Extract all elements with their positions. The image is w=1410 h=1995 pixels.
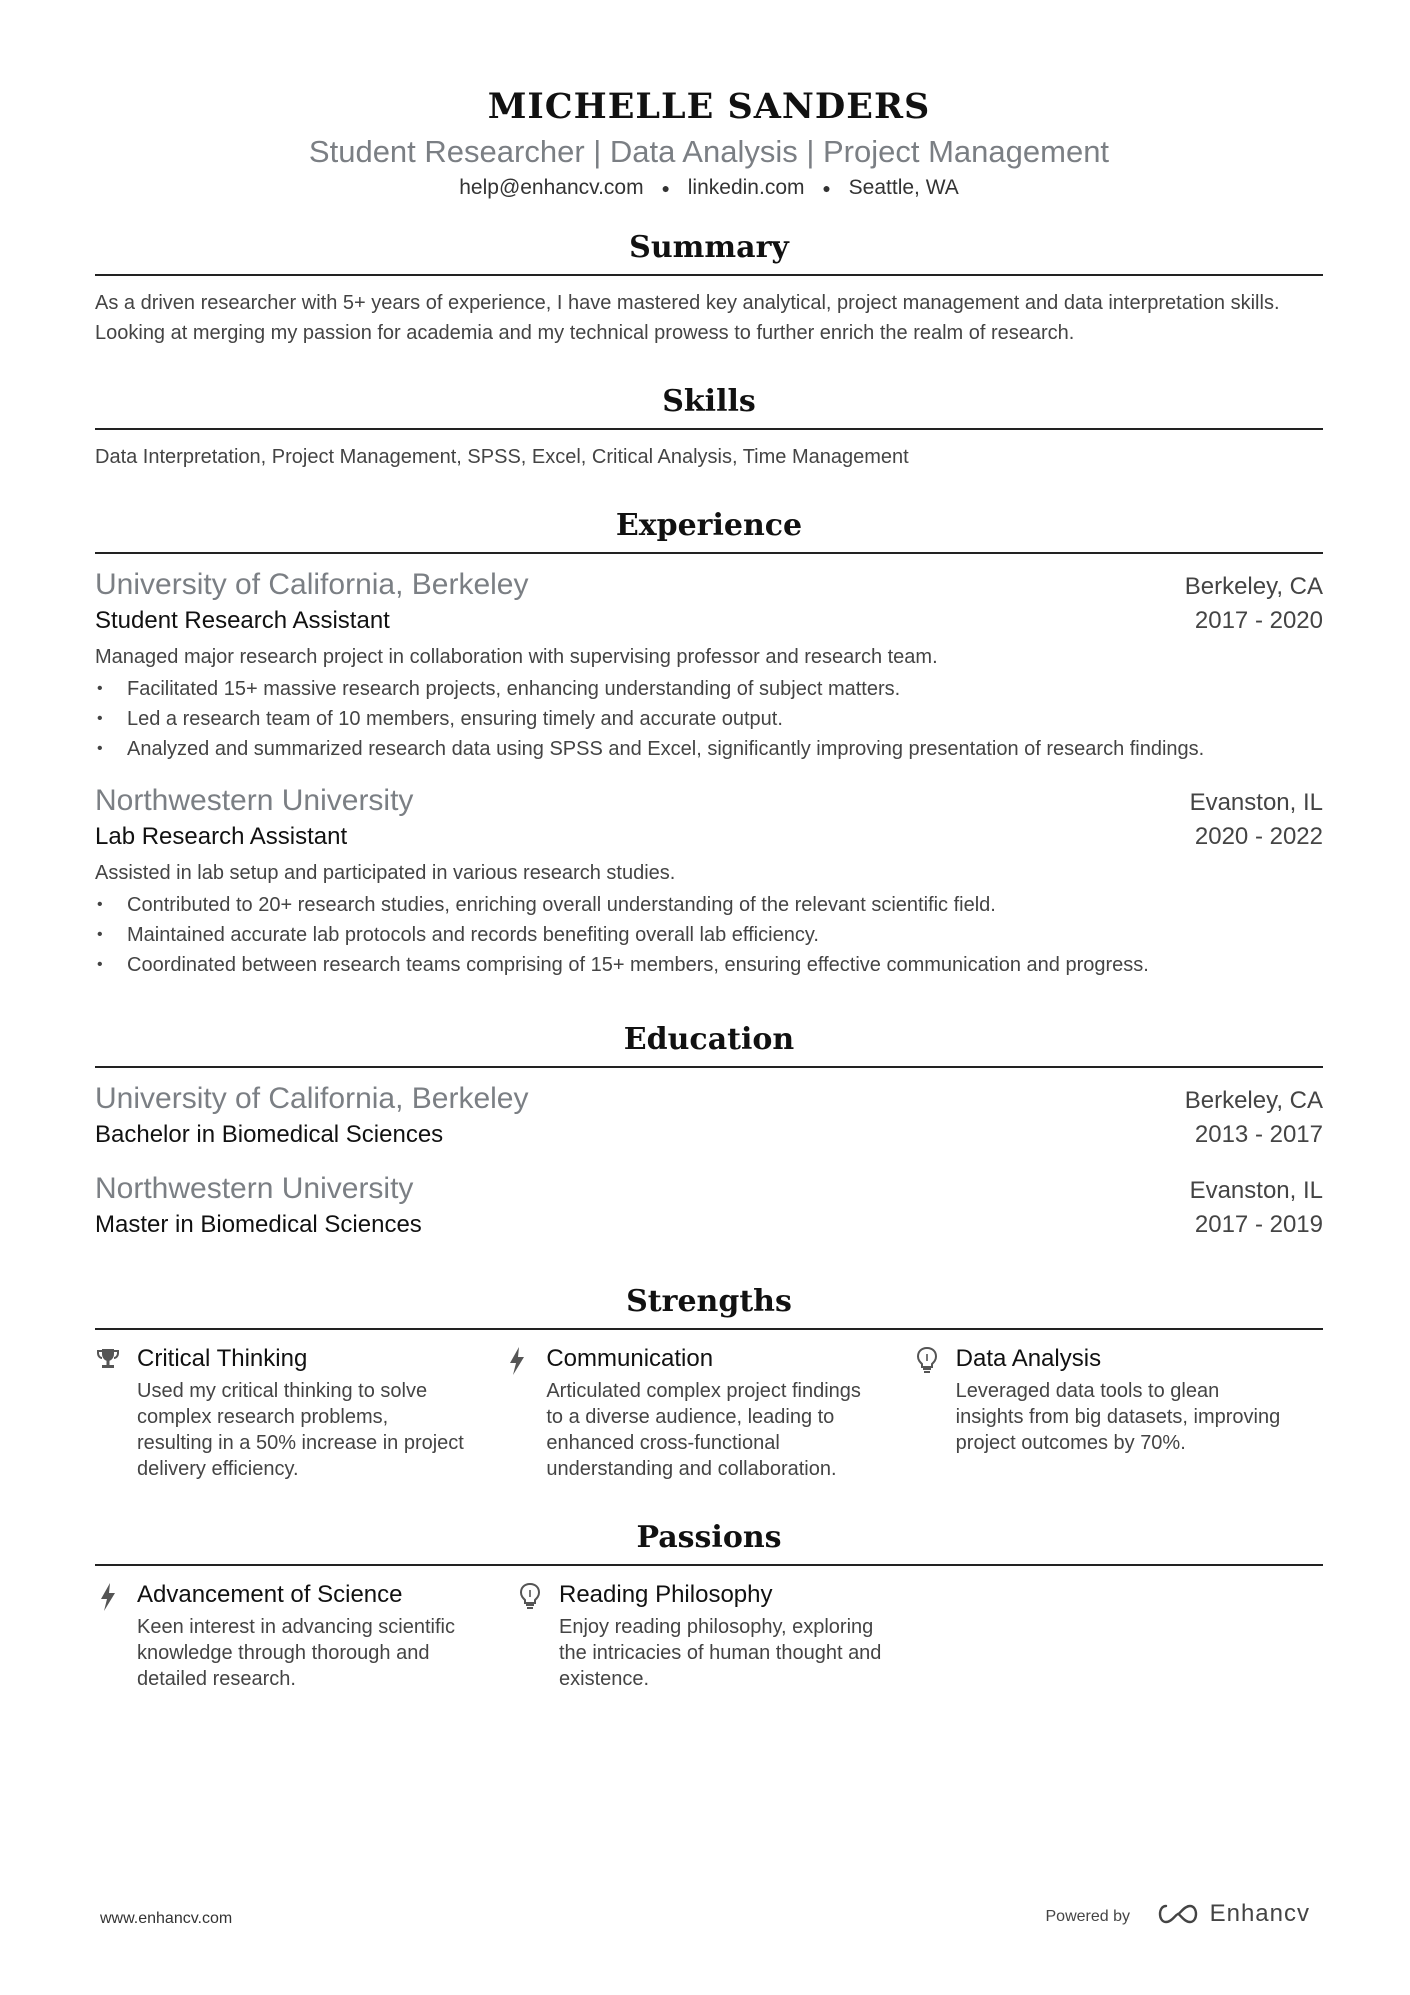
experience-entry	[95, 566, 1323, 764]
card-body	[137, 1578, 517, 1692]
degree-name: Bachelor in Biomedical Sciences	[95, 1121, 444, 1149]
card-title: Critical Thinking	[137, 1345, 308, 1373]
entry-dates: 2013 - 2017	[1194, 1121, 1323, 1149]
education-entry	[95, 1080, 1323, 1152]
education-section	[95, 1020, 1323, 1242]
entry-dates: 2020 - 2022	[1194, 823, 1323, 851]
entry-header-row	[95, 1080, 1323, 1118]
achievement-item: • Analyzed and summarized research data using SPSS and Excel, significantly improving presentation of research findings.	[95, 734, 1323, 764]
card-title: Advancement of Science	[137, 1581, 403, 1609]
summary-section	[95, 228, 1323, 348]
achievement-item: • Coordinated between research teams comprising of 15+ members, ensuring effective communication and progress.	[95, 950, 1323, 980]
footer-url[interactable]: www.enhancv.com	[100, 1910, 233, 1927]
card-text: Articulated complex project findings to a diverse audience, leading to enhanced cross-functional understanding and collaboration.	[546, 1380, 861, 1481]
card-text: Enjoy reading philosophy, exploring the intricacies of human thought and existence.	[559, 1616, 882, 1691]
section-title: Education	[95, 1020, 1323, 1068]
email-link[interactable]: help@enhancv.com	[459, 176, 644, 199]
entry-degree-row	[95, 1208, 1323, 1242]
section-title: Skills	[95, 382, 1323, 430]
entry-location: Berkeley, CA	[1184, 573, 1323, 601]
entry-role-row	[95, 604, 1323, 638]
footer	[100, 1900, 1310, 1940]
job-title: Lab Research Assistant	[95, 823, 348, 851]
section-title: Passions	[95, 1518, 1323, 1566]
enhancv-logo[interactable]	[1154, 1900, 1310, 1928]
lightning-icon	[504, 1342, 546, 1482]
school-name: University of California, Berkeley	[95, 1082, 529, 1116]
entry-header-row	[95, 1170, 1323, 1208]
job-title: Student Research Assistant	[95, 607, 390, 635]
card-body	[956, 1342, 1323, 1482]
entry-location: Evanston, IL	[1189, 1177, 1323, 1205]
section-title: Experience	[95, 506, 1323, 554]
passions-grid	[95, 1578, 1323, 1692]
passion-card	[517, 1578, 939, 1692]
section-title: Summary	[95, 228, 1323, 276]
powered-by-label: Powered by	[1045, 1908, 1130, 1925]
card-text: Leveraged data tools to glean insights from big datasets, improving project outcomes by 70%.	[955, 1380, 1281, 1455]
entry-header-row	[95, 782, 1323, 820]
card-body	[559, 1578, 939, 1692]
school-name: Northwestern University	[95, 1172, 414, 1206]
education-entry	[95, 1170, 1323, 1242]
strengths-section	[95, 1282, 1323, 1482]
bullet-separator: ●	[661, 180, 670, 197]
linkedin-link[interactable]: linkedin.com	[687, 176, 805, 199]
card-text: Used my critical thinking to solve complex research problems, resulting in a 50% increase in project delivery efficiency.	[137, 1380, 464, 1481]
achievement-list	[95, 674, 1323, 764]
entry-header-row	[95, 566, 1323, 604]
entry-location: Berkeley, CA	[1184, 1087, 1323, 1115]
organization-name: Northwestern University	[95, 784, 414, 818]
organization-name: University of California, Berkeley	[95, 568, 529, 602]
entry-degree-row	[95, 1118, 1323, 1152]
resume-page	[95, 85, 1323, 1692]
bullet-separator: ●	[822, 180, 831, 197]
card-title: Communication	[546, 1345, 714, 1373]
summary-text: As a driven researcher with 5+ years of experience, I have mastered key analytical, project management and data interpretation skills. Looking at merging my passion for academia and my technical prowess to further enrich the realm of research.	[95, 292, 1280, 345]
entry-dates: 2017 - 2019	[1194, 1211, 1323, 1239]
degree-name: Master in Biomedical Sciences	[95, 1211, 422, 1239]
card-text: Keen interest in advancing scientific knowledge through thorough and detailed research.	[137, 1616, 455, 1691]
entry-role-row	[95, 820, 1323, 854]
achievement-item: • Led a research team of 10 members, ensuring timely and accurate output.	[95, 704, 1323, 734]
strength-card	[504, 1342, 913, 1482]
passion-card	[95, 1578, 517, 1692]
card-body	[546, 1342, 913, 1482]
achievement-item: • Maintained accurate lab protocols and records benefiting overall lab efficiency.	[95, 920, 1323, 950]
strength-card	[914, 1342, 1323, 1482]
lightning-icon	[95, 1578, 137, 1692]
entry-location: Evanston, IL	[1189, 789, 1323, 817]
section-title: Strengths	[95, 1282, 1323, 1330]
experience-list	[95, 566, 1323, 980]
card-body	[137, 1342, 504, 1482]
strength-card	[95, 1342, 504, 1482]
education-list	[95, 1080, 1323, 1242]
passions-section	[95, 1518, 1323, 1692]
experience-entry	[95, 782, 1323, 980]
card-title: Data Analysis	[955, 1345, 1102, 1373]
lightbulb-icon	[914, 1342, 956, 1482]
card-title: Reading Philosophy	[559, 1581, 773, 1609]
contact-line	[95, 174, 1323, 202]
candidate-name: MICHELLE SANDERS	[487, 86, 931, 127]
location-text: Seattle, WA	[848, 176, 959, 199]
achievement-list	[95, 890, 1323, 980]
lightbulb-icon	[517, 1578, 559, 1692]
infinity-icon	[1154, 1902, 1202, 1926]
experience-section	[95, 506, 1323, 980]
achievement-item: • Contributed to 20+ research studies, enriching overall understanding of the relevant scientific field.	[95, 890, 1323, 920]
strengths-grid	[95, 1342, 1323, 1482]
brand-name: Enhancv	[1209, 1900, 1310, 1927]
headline: Student Researcher | Data Analysis | Project Management	[308, 134, 1110, 169]
achievement-item: • Facilitated 15+ massive research projects, enhancing understanding of subject matters.	[95, 674, 1323, 704]
trophy-icon	[95, 1342, 137, 1482]
entry-dates: 2017 - 2020	[1194, 607, 1323, 635]
entry-description: Managed major research project in collaboration with supervising professor and research team.	[95, 646, 938, 669]
skills-text: Data Interpretation, Project Management, SPSS, Excel, Critical Analysis, Time Management	[95, 446, 909, 469]
entry-description: Assisted in lab setup and participated in various research studies.	[95, 862, 676, 885]
skills-section	[95, 382, 1323, 472]
